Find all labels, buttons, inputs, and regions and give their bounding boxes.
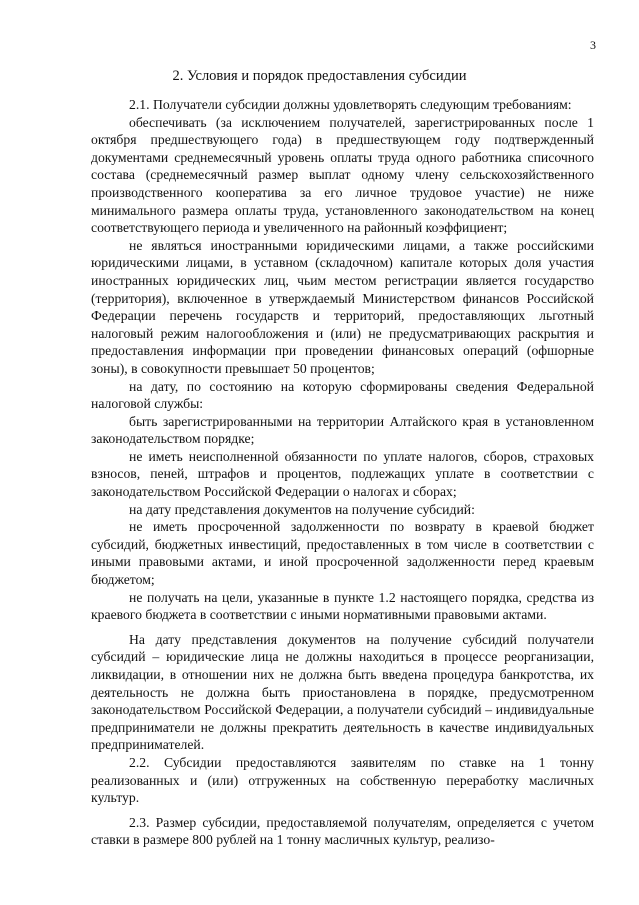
paragraph-submission-date: на дату представления документов на получение субсидий: <box>129 501 475 517</box>
paragraph-2-2: 2.2. Субсидии предоставляются заявителям по ставке на 1 тонну реализованных и (или) отгруженных на собственную переработку масличных культур. <box>91 754 594 806</box>
paragraph-2-3: 2.3. Размер субсидии, предоставляемой получателям, определяется с учетом ставки в размере 800 рублей на 1 тонну масличных культур, реализо- <box>91 814 594 848</box>
paragraph-other-funds: не получать на цели, указанные в пункте 1.2 настоящего порядка, средства из краевого бюджета в соответствии с иными нормативными правовыми актами. <box>91 589 594 623</box>
paragraph-taxes: не иметь неисполненной обязанности по уплате налогов, сборов, страховых взносов, пеней, штрафов и процентов, подлежащих уплате в соответствии с законодательством Российской Федерации о налогах и сборах; <box>91 448 594 500</box>
document-body <box>91 96 594 849</box>
paragraph-2-1: 2.1. Получатели субсидии должны удовлетворять следующим требованиям: <box>129 97 572 112</box>
paragraph-registration: быть зарегистрированными на территории Алтайского края в установленном законодательством порядке; <box>91 413 594 447</box>
paragraph-requirement-wages: обеспечивать (за исключением получателей, зарегистрированных после 1 октября предшествующего года) в предшествующем году подтвержденный документами среднемесячный уровень оплаты труда одного работника списочного состава (среднемесячный размер выплат одному члену сельскохозяйственного производственного кооператива за его личное трудовое участие) не ниже минимального размера оплаты труда, установленного законодательством на конец соответствующего периода и увеличенного на районный коэффициент; <box>91 114 594 236</box>
paragraph-requirement-foreign: не являться иностранными юридическими лицами, а также российскими юридическими лицами, в уставном (складочном) капитале которых доля участия иностранных юридических лиц, чьим местом регистрации является государство (территория), включенное в утверждаемый Министерством финансов Российской Федерации перечень государств и территорий, предоставляющих льготный налоговый режим налогообложения и (или) не предусматривающих раскрытия и предоставления информации при проведении финансовых операций (офшорные зоны), в совокупности превышает 50 процентов; <box>91 237 594 376</box>
page-number: 3 <box>590 38 596 52</box>
paragraph-overdue-debt: не иметь просроченной задолженности по возврату в краевой бюджет субсидий, бюджетных инвестиций, предоставленных в том числе в соответствии с иными правовыми актами, и иной просроченной задолженности перед краевым бюджетом; <box>91 519 594 588</box>
section-title: 2. Условия и порядок предоставления субсидии <box>172 68 467 84</box>
paragraph-fns-date: на дату, по состоянию на которую сформированы сведения Федеральной налоговой службы: <box>91 378 594 412</box>
paragraph-reorganization: На дату представления документов на получение субсидий получатели субсидий – юридические лица не должны находиться в процессе реорганизации, ликвидации, в отношении них не должна быть введена процедура банкротства, их деятельность не должна быть приостановлена в порядке, предусмотренном законодательством Российской Федерации, а получатели субсидий – индивидуальные предприниматели не должны прекратить деятельность в качестве индивидуальных предпринимателей. <box>91 631 594 753</box>
